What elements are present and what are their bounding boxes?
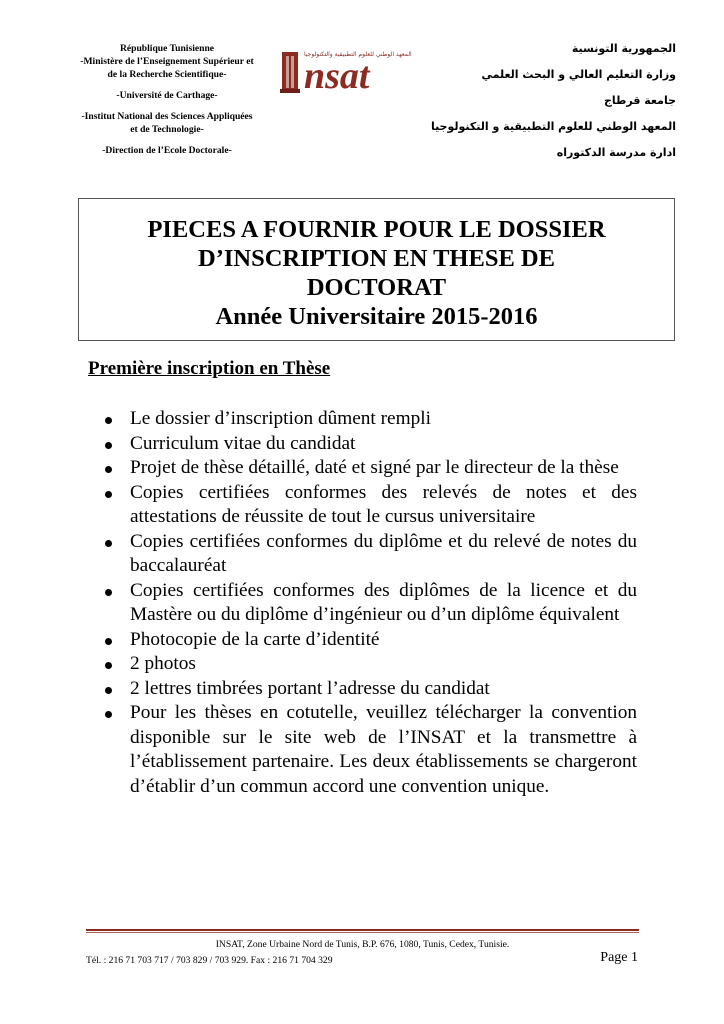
list-item: Le dossier d’inscription dûment rempli [105,407,637,432]
bullet-icon [105,491,112,498]
footer-rule [86,929,639,933]
document-title-box [78,198,675,341]
list-item: Pour les thèses en cotutelle, veuillez télécharger la convention disponible sur le site web de l’INSAT et la transmettre à l’établissement partenaire. Les deux établissements se chargeront d’établir d’un commun accord une convention unique. [105,701,637,799]
header-ministry-cont: de la Recherche Scientifique- [107,69,227,80]
title-line-3: DOCTORAT [306,274,447,301]
header-french-block [60,42,274,157]
header-arabic-ministry: وزارة التعليم العالي و البحث العلمي [481,68,676,81]
header-arabic-country: الجمهورية التونسية [571,42,676,55]
bullet-icon [105,711,112,718]
list-item: Copies certifiées conformes des relevés de notes et des attestations de réussite de tout le cursus universitaire [105,481,637,530]
bullet-icon [105,540,112,547]
bullet-icon [105,662,112,669]
bullet-icon [105,466,112,473]
bullet-icon [105,687,112,694]
title-line-2: D’INSCRIPTION EN THESE DE [198,245,555,272]
insat-logo [278,44,412,94]
bullet-icon [105,417,112,424]
bullet-icon [105,589,112,596]
header-arabic-doctoral-school: ادارة مدرسة الدكتوراه [556,146,676,159]
header-university: -Université de Carthage- [116,90,218,101]
list-item: Projet de thèse détaillé, daté et signé par le directeur de la thèse [105,456,637,481]
bullet-icon [105,638,112,645]
header-doctoral-school: -Direction de l’Ecole Doctorale- [102,145,232,156]
list-item: 2 lettres timbrées portant l’adresse du candidat [105,677,637,702]
list-item: 2 photos [105,652,637,677]
header-arabic-institute: المعهد الوطني للعلوم التطبيقية و التكنولوجيا [430,120,676,133]
list-item: Copies certifiées conformes des diplômes de la licence et du Mastère ou du diplôme d’ingénieur ou d’un diplôme équivalent [105,579,637,628]
list-item: Photocopie de la carte d’identité [105,628,637,653]
header-arabic-university: جامعة قرطاج [603,94,676,107]
title-academic-year: Année Universitaire 2015-2016 [215,303,538,330]
required-documents-list [105,407,637,799]
logo-arabic-text: المعهد الوطني للعلوم التطبيقية والتكنولوجيا [304,51,412,58]
list-item: Curriculum vitae du candidat [105,432,637,457]
header-ministry: -Ministère de l’Enseignement Supérieur et [80,56,254,67]
header-arabic-block [426,42,676,172]
logo-text: nsat [304,55,370,94]
header-country: République Tunisienne [119,43,215,54]
title-line-1: PIECES A FOURNIR POUR LE DOSSIER [147,216,606,243]
footer-contact: Tél. : 216 71 703 717 / 703 829 / 703 929. Fax : 216 71 704 329 [86,955,333,966]
page-number: Page 1 [600,950,638,965]
footer-address: INSAT, Zone Urbaine Nord de Tunis, B.P. 676, 1080, Tunis, Cedex, Tunisie. [215,939,510,950]
list-item: Copies certifiées conformes du diplôme et du relevé de notes du baccalauréat [105,530,637,579]
section-heading: Première inscription en Thèse [88,358,331,379]
header-institute: -Institut National des Sciences Appliquées [81,111,253,122]
bullet-icon [105,442,112,449]
header-institute-cont: et de Technologie- [130,124,204,135]
